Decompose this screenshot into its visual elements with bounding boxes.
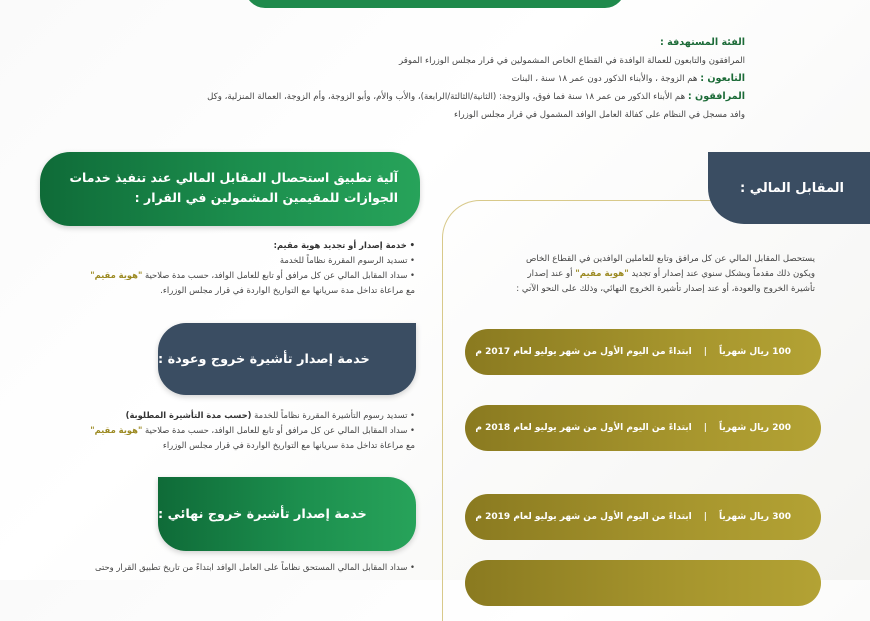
fee-description <box>435 252 815 297</box>
service1-bullet-3: مع مراعاة تداخل مدة سريانها مع التواريخ الواردة في قرار مجلس الوزراء. <box>160 285 415 295</box>
fee-start-date: ابتداءً من اليوم الأول من شهر يوليو لعام 2019 م <box>475 512 692 522</box>
fee-row <box>465 560 821 606</box>
service1-bullets <box>0 238 415 298</box>
mechanism-title: آلية تطبيق استحصال المقابل المالي عند تنفيذ خدمات الجوازات للمقيمين المشمولين في القرار : <box>69 170 398 205</box>
fee-separator: | <box>703 423 708 433</box>
fee-row <box>465 494 821 540</box>
fee-start-date: ابتداءً من اليوم الأول من شهر يوليو لعام 2017 م <box>475 347 692 357</box>
fee-separator: | <box>703 347 708 357</box>
fee-desc-line-2b: أو عند إصدار <box>527 269 573 279</box>
fee-start-date: ابتداءً من اليوم الأول من شهر يوليو لعام 2018 م <box>475 423 692 433</box>
service1-bullet-2-highlight: "هوية مقيم" <box>90 270 143 280</box>
fee-row <box>465 329 821 375</box>
service3-banner <box>158 477 416 551</box>
service3-bullet-1: • سداد المقابل المالي المستحق نظاماً على العامل الوافد ابتداءً من تاريخ تطبيق القرار وحتى <box>95 562 415 572</box>
fee-desc-line-3: تأشيرة الخروج والعودة، أو عند إصدار تأشيرة الخروج النهائي، وذلك على النحو الآتي : <box>516 284 815 294</box>
fee-desc-highlight: "هوية مقيم" <box>575 269 629 279</box>
fee-separator: | <box>703 512 708 522</box>
target-label: الفئة المستهدفة : <box>659 37 745 48</box>
service1-bullet-2: • سداد المقابل المالي عن كل مرافق أو تابع للعامل الوافد، حسب مدة صلاحية <box>145 270 415 280</box>
service2-bullet-2-highlight: "هوية مقيم" <box>90 425 143 435</box>
fee-amount: 300 ريال شهرياً <box>719 512 791 522</box>
dependents-label: التابعون : <box>700 73 745 84</box>
fee-desc-line-2a: ويكون ذلك مقدماً وبشكل سنوي عند إصدار أو تجديد <box>631 269 815 279</box>
service2-bullet-2: • سداد المقابل المالي عن كل مرافق أو تابع للعامل الوافد، حسب مدة صلاحية <box>145 425 415 435</box>
service2-title: خدمة إصدار تأشيرة خروج وعودة : <box>158 351 370 367</box>
fee-amount: 200 ريال شهرياً <box>719 423 791 433</box>
fee-tag <box>708 152 870 224</box>
service2-bullet-3: مع مراعاة تداخل مدة سريانها مع التواريخ الواردة في قرار مجلس الوزراء <box>162 440 415 450</box>
top-banner <box>245 0 625 8</box>
fee-row <box>465 405 821 451</box>
service2-bullet-1-bold: (حسب مدة التأشيرة المطلوبة) <box>125 410 252 420</box>
mechanism-banner <box>40 152 420 226</box>
intro-section <box>85 34 745 124</box>
service2-bullet-1: • تسديد رسوم التأشيرة المقررة نظاماً للخدمة <box>254 410 415 420</box>
companions-text: هم الأبناء الذكور من عمر ١٨ سنة فما فوق، والزوجة: (الثانية/الثالثة/الرابعة)، والأب والأم، وأبو الزوجة، وأم الزوجة، العمالة المنزلية، وكل <box>207 92 686 102</box>
target-text: المرافقون والتابعون للعمالة الوافدة في القطاع الخاص المشمولين في قرار مجلس الوزراء الموقر <box>399 56 745 66</box>
service1-title: • خدمة إصدار أو تجديد هوية مقيم: <box>273 240 415 250</box>
fee-amount: 100 ريال شهرياً <box>719 347 791 357</box>
dependents-text: هم الزوجة ، والأبناء الذكور دون عمر ١٨ سنة ، البنات <box>511 74 698 84</box>
companions-text-2: وافد مسجل في النظام على كفالة العامل الوافد المشمول في قرار مجلس الوزراء <box>454 110 745 120</box>
fee-tag-label: المقابل المالي : <box>740 180 844 196</box>
companions-label: المرافقون : <box>687 91 745 102</box>
service1-bullet-1: • تسديد الرسوم المقررة نظاماً للخدمة <box>279 255 415 265</box>
fee-desc-line-1: يستحصل المقابل المالي عن كل مرافق وتابع للعاملين الوافدين في القطاع الخاص <box>525 254 815 264</box>
service2-bullets <box>0 408 415 453</box>
service3-title: خدمة إصدار تأشيرة خروج نهائي : <box>158 506 367 522</box>
service3-bullets <box>0 560 415 575</box>
service2-banner <box>158 323 416 395</box>
